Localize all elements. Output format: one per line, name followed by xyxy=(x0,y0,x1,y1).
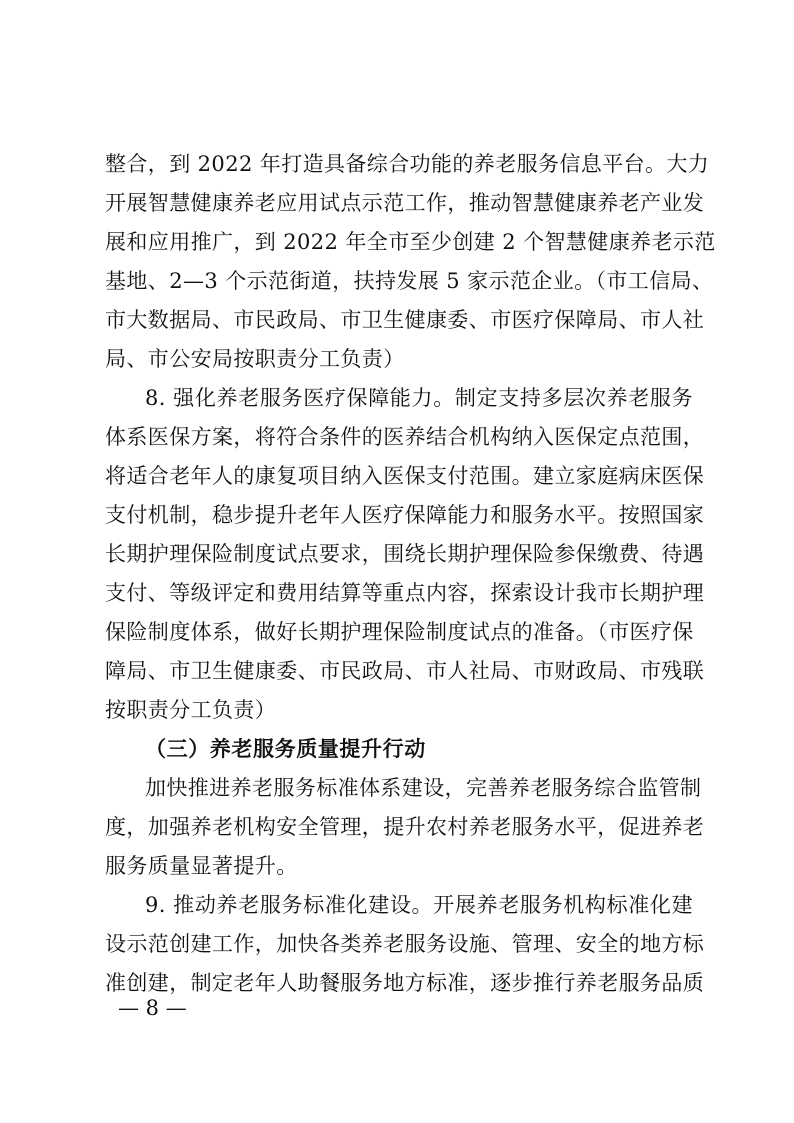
body-text-line: 市大数据局、市民政局、市卫生健康委、市医疗保障局、市人社 xyxy=(105,308,705,332)
body-text-line: 度，加强养老机构安全管理，提升农村养老服务水平，促进养老 xyxy=(105,815,705,839)
body-text-line: 体系医保方案，将符合条件的医养结合机构纳入医保定点范围， xyxy=(105,425,705,449)
body-text-line: 保险制度体系，做好长期护理保险制度试点的准备。（市医疗保 xyxy=(105,620,694,644)
item-8-first-line: 8. 强化养老服务医疗保障能力。制定支持多层次养老服务 xyxy=(145,386,693,410)
body-text-line: 支付、等级评定和费用结算等重点内容，探索设计我市长期护理 xyxy=(105,581,705,605)
page-number: — 8 — xyxy=(118,996,187,1020)
body-text-line: 将适合老年人的康复项目纳入医保支付范围。建立家庭病床医保 xyxy=(105,464,705,488)
body-text-line: 展和应用推广，到 2022 年全市至少创建 2 个智慧健康养老示范 xyxy=(105,230,716,254)
body-text-line: 整合，到 2022 年打造具备综合功能的养老服务信息平台。大力 xyxy=(105,152,710,176)
body-text-line: 长期护理保险制度试点要求，围绕长期护理保险参保缴费、待遇 xyxy=(105,542,705,566)
section-heading: （三）养老服务质量提升行动 xyxy=(145,736,426,761)
item-9-first-line: 9. 推动养老服务标准化建设。开展养老服务机构标准化建 xyxy=(145,893,693,917)
body-text-line: 准创建，制定老年人助餐服务地方标准，逐步推行养老服务品质 xyxy=(105,971,705,995)
body-text-line: 基地、2—3 个示范街道，扶持发展 5 家示范企业。（市工信局、 xyxy=(105,269,714,293)
body-text-line: 设示范创建工作，加快各类养老服务设施、管理、安全的地方标 xyxy=(105,932,705,956)
body-text-line: 服务质量显著提升。 xyxy=(105,854,298,878)
section-intro-first-line: 加快推进养老服务标准体系建设，完善养老服务综合监管制 xyxy=(145,776,702,800)
body-text-line: 障局、市卫生健康委、市民政局、市人社局、市财政局、市残联 xyxy=(105,659,705,683)
body-text-line: 按职责分工负责） xyxy=(105,698,277,722)
body-text-line: 支付机制，稳步提升老年人医疗保障能力和服务水平。按照国家 xyxy=(105,503,705,527)
body-text-line: 局、市公安局按职责分工负责） xyxy=(105,347,405,371)
body-text-line: 开展智慧健康养老应用试点示范工作，推动智慧健康养老产业发 xyxy=(105,191,705,215)
